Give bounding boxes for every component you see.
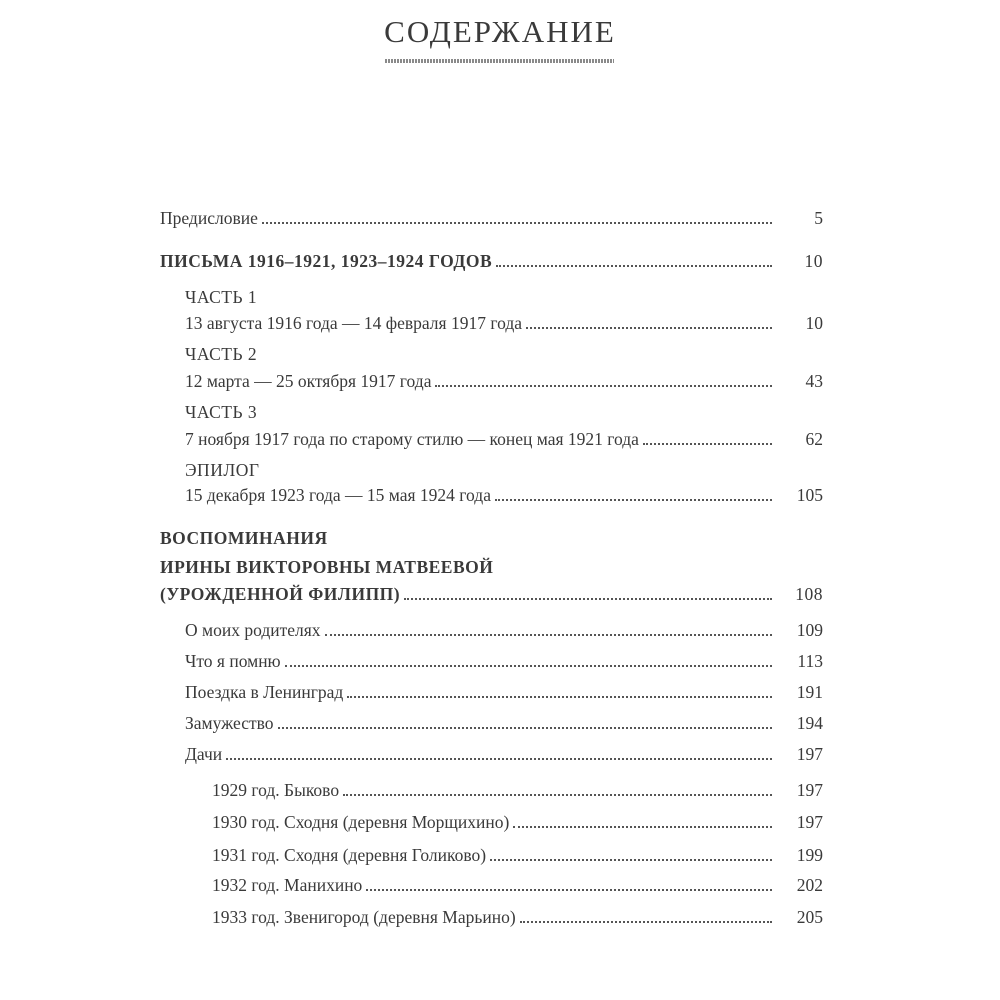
toc-entry-dacha-1929[interactable]: [0, 775, 1000, 805]
toc-entry-letters[interactable]: [0, 246, 1000, 276]
toc-label: Предисловие: [160, 208, 258, 228]
dot-leader: [496, 265, 772, 267]
toc-page-number: 113: [797, 651, 823, 671]
toc-page-number: 62: [805, 429, 823, 449]
toc-entry-marriage[interactable]: [0, 708, 1000, 738]
toc-page-number: 194: [796, 713, 823, 733]
toc-page-number: 202: [796, 875, 823, 895]
toc-label: 7 ноября 1917 года по старому стилю — конец мая 1921 года: [185, 429, 639, 449]
dot-leader: [490, 859, 772, 861]
toc-label: 13 августа 1916 года — 14 февраля 1917 года: [185, 313, 522, 333]
toc-label: Что я помню: [185, 651, 281, 671]
toc-page-number: 205: [796, 907, 823, 927]
title-underline: [385, 59, 614, 63]
toc-entry-dacha-1930[interactable]: [0, 807, 1000, 837]
toc-label: 1932 год. Манихино: [212, 875, 363, 895]
dot-leader: [285, 665, 772, 667]
toc-page-number: 197: [796, 744, 823, 764]
toc-entry-part-3[interactable]: [0, 424, 1000, 454]
toc-page-number: 199: [796, 845, 823, 865]
toc-page-number: 105: [796, 485, 823, 505]
toc-label: Поездка в Ленинград: [185, 682, 344, 702]
toc-page-number: 197: [796, 780, 823, 800]
toc-page-number: 109: [796, 620, 823, 640]
toc-label: 1929 год. Быково: [212, 780, 340, 800]
dot-leader: [526, 327, 772, 329]
toc-entry-part-2[interactable]: [0, 366, 1000, 396]
dot-leader: [262, 222, 772, 224]
dot-leader: [347, 696, 772, 698]
dot-leader: [513, 826, 772, 828]
toc-label: Замужество: [185, 713, 274, 733]
dot-leader: [495, 499, 772, 501]
toc-entry-preface[interactable]: [0, 203, 1000, 233]
part-1-heading: ЧАСТЬ 1: [185, 287, 258, 307]
memoirs-heading-line-1: ВОСПОМИНАНИЯ: [160, 528, 328, 548]
toc-label: 12 марта — 25 октября 1917 года: [185, 371, 432, 391]
toc-label: (УРОЖДЕННОЙ ФИЛИПП): [160, 584, 401, 604]
dot-leader: [643, 443, 772, 445]
dot-leader: [435, 385, 772, 387]
toc-page-number: 191: [796, 682, 823, 702]
toc-entry-parents[interactable]: [0, 615, 1000, 645]
page-title: СОДЕРЖАНИЕ: [384, 14, 616, 49]
toc-label: 15 декабря 1923 года — 15 мая 1924 года: [185, 485, 491, 505]
dot-leader: [520, 921, 772, 923]
dot-leader: [325, 634, 772, 636]
dot-leader: [404, 598, 772, 600]
toc-entry-memoirs[interactable]: [0, 579, 1000, 609]
dot-leader: [226, 758, 772, 760]
toc-label: 1931 год. Сходня (деревня Голиково): [212, 845, 487, 865]
part-2-heading: ЧАСТЬ 2: [185, 344, 258, 364]
toc-entry-dacha-1933[interactable]: [0, 902, 1000, 932]
toc-label: 1933 год. Звенигород (деревня Марьино): [212, 907, 516, 927]
toc-label: ПИСЬМА 1916–1921, 1923–1924 ГОДОВ: [160, 251, 493, 271]
toc-entry-epilogue[interactable]: [0, 480, 1000, 510]
toc-label: 1930 год. Сходня (деревня Морщихино): [212, 812, 510, 832]
toc-entry-part-1[interactable]: [0, 308, 1000, 338]
toc-entry-dacha-1931[interactable]: [0, 840, 1000, 870]
toc-entry-remember[interactable]: [0, 646, 1000, 676]
toc-page-number: 43: [805, 371, 823, 391]
toc-entry-dachas[interactable]: [0, 739, 1000, 769]
dot-leader: [278, 727, 773, 729]
toc-page-number: 5: [814, 208, 823, 228]
memoirs-heading-line-2: ИРИНЫ ВИКТОРОВНЫ МАТВЕЕВОЙ: [160, 557, 494, 577]
toc-label: О моих родителях: [185, 620, 321, 640]
toc-page-number: 10: [804, 251, 823, 271]
toc-entry-leningrad[interactable]: [0, 677, 1000, 707]
dot-leader: [343, 794, 772, 796]
part-3-heading: ЧАСТЬ 3: [185, 402, 258, 422]
toc-entry-dacha-1932[interactable]: [0, 870, 1000, 900]
toc-label: Дачи: [185, 744, 223, 764]
epilogue-heading: ЭПИЛОГ: [185, 460, 260, 480]
toc-page-number: 10: [805, 313, 823, 333]
dot-leader: [366, 889, 772, 891]
toc-page-number: 197: [796, 812, 823, 832]
toc-page-number: 108: [795, 584, 823, 604]
